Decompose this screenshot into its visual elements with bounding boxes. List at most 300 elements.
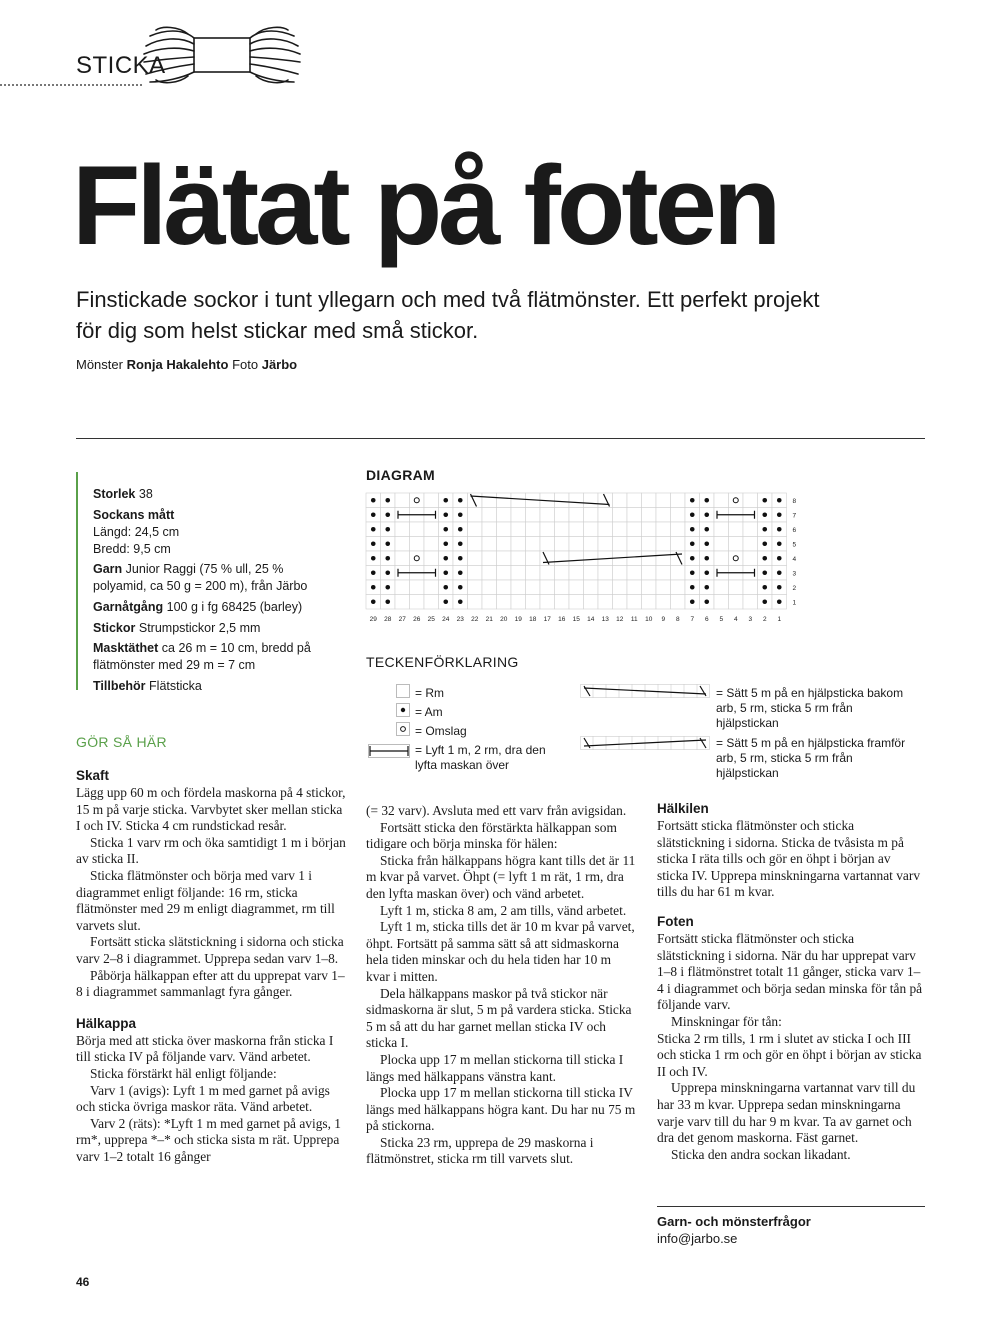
purl-dot — [443, 527, 448, 532]
paragraph: Varv 1 (avigs): Lyft 1 m med garnet på avigs och sticka övriga maskor räta. Vänd arbetet. — [76, 1082, 330, 1115]
chart-cell — [656, 566, 671, 581]
chart-cell — [526, 595, 541, 610]
chart-cell — [569, 493, 584, 508]
chart-cell — [482, 537, 497, 552]
divider — [76, 438, 925, 439]
instructions-heading: GÖR SÅ HÄR — [76, 734, 167, 750]
chart-cell — [714, 493, 729, 508]
row-label: 8 — [792, 497, 797, 505]
purl-dot — [704, 498, 709, 503]
purl-dot — [704, 599, 709, 604]
row-label: 2 — [792, 584, 797, 592]
purl-dot — [385, 599, 390, 604]
purl-dot — [385, 585, 390, 590]
paragraph: Lyft 1 m, sticka tills det är 10 m kvar på varvet, öhpt. Fortsätt på samma sätt så att sidmaskorna hela tiden minskar och du hela tiden har 10 m kvar i mitten. — [366, 919, 635, 984]
chart-cell — [642, 537, 657, 552]
chart-cell — [424, 580, 439, 595]
chart-cell — [497, 522, 512, 537]
column-label: 27 — [398, 616, 406, 623]
paragraph: Varv 2 (räts): *Lyft 1 m med garnet på avigs, 1 rm*, upprepa *–* och sticka sista m rät. Upprepa varv 1–2 totalt 16 gånger — [76, 1115, 342, 1164]
paragraph: Upprepa minskningarna vartannat varv till du har 33 m kvar. Upprepa sedan minskningarna varje varv till du har 9 m kvar. Ta av garnet och dra det genom maskorna. Fäst garnet. — [657, 1080, 916, 1146]
chart-cell — [424, 551, 439, 566]
chart-cell — [584, 566, 599, 581]
yarn-amount-label: Garnåtgång — [93, 600, 164, 614]
photo-credit: Järbo — [261, 357, 298, 372]
chart-cell — [642, 566, 657, 581]
chart-cell — [540, 508, 555, 523]
purl-dot — [458, 512, 463, 517]
column-label: 14 — [587, 616, 595, 623]
chart-cell — [729, 580, 744, 595]
purl-dot — [777, 570, 782, 575]
chart-cell — [743, 537, 758, 552]
header-rule — [0, 84, 142, 86]
chart-cell — [497, 551, 512, 566]
paragraph: Sticka 23 rm, upprepa de 29 maskorna i flätmönstret, sticka rm till varvets slut. — [366, 1134, 594, 1167]
purl-dot — [371, 512, 376, 517]
chart-cell — [410, 537, 425, 552]
chart-cell — [743, 551, 758, 566]
paragraph: Fortsätt sticka slätstickning i sidorna och sticka varv 2–8 i diagrammet. Upprepa sedan varv 1–8. — [76, 934, 344, 966]
purl-dot — [371, 498, 376, 503]
column-3 — [657, 800, 925, 1163]
section-heading-foten: Foten — [657, 913, 694, 929]
column-label: 10 — [645, 616, 653, 623]
row-label: 5 — [792, 541, 797, 549]
chart-cell — [598, 508, 613, 523]
chart-cell — [627, 508, 642, 523]
column-label: 19 — [514, 616, 522, 623]
info-yarn-amount — [93, 599, 338, 616]
purl-dot — [762, 498, 767, 503]
purl-dot — [704, 556, 709, 561]
row-label: 7 — [792, 512, 797, 520]
chart-cell — [511, 595, 526, 610]
size-value: 38 — [138, 487, 153, 501]
chart-cell — [540, 595, 555, 610]
contact-heading: Garn- och mönsterfrågor — [657, 1214, 811, 1229]
gauge-label: Masktäthet — [93, 641, 159, 655]
chart-cell — [743, 493, 758, 508]
chart-cell — [468, 580, 483, 595]
chart-cell — [714, 522, 729, 537]
purl-dot — [458, 556, 463, 561]
purl-dot — [704, 585, 709, 590]
chart-cell — [468, 595, 483, 610]
chart-cell — [598, 522, 613, 537]
purl-dot — [777, 599, 782, 604]
cable-back-symbol-icon — [580, 684, 710, 698]
chart-cell — [482, 493, 497, 508]
yarn-label: Garn — [93, 562, 123, 576]
yarn-skein-icon — [142, 24, 302, 86]
chart-cell — [656, 537, 671, 552]
chart-cell — [526, 537, 541, 552]
chart-cell — [584, 493, 599, 508]
chart-cell — [627, 595, 642, 610]
page-title: Flätat på foten — [72, 143, 778, 268]
section-label: STICKA — [76, 52, 166, 79]
paragraph: (= 32 varv). Avsluta med ett varv från avigsidan. — [366, 803, 627, 818]
chart-cell — [569, 508, 584, 523]
chart-cell — [743, 595, 758, 610]
legend-am: = Am — [415, 705, 443, 719]
chart-cell — [743, 580, 758, 595]
paragraph: Börja med att sticka över maskorna från sticka I till sticka IV på följande varv. Vänd arbetet. — [76, 1032, 334, 1065]
chart-cell — [395, 580, 410, 595]
diagram-title: DIAGRAM — [366, 467, 435, 483]
column-label: 13 — [601, 616, 609, 623]
chart-cell — [584, 522, 599, 537]
purl-dot — [371, 556, 376, 561]
chart-cell — [642, 595, 657, 610]
chart-cell — [395, 522, 410, 537]
chart-cell — [468, 537, 483, 552]
chart-cell — [511, 537, 526, 552]
chart-cell — [526, 566, 541, 581]
column-1 — [76, 767, 346, 1165]
column-label: 7 — [690, 616, 695, 623]
omslag-symbol-icon — [397, 723, 410, 736]
chart-cell — [656, 551, 671, 566]
lead-paragraph: Finstickade sockor i tunt yllegarn och med två flätmönster. Ett perfekt projekt för dig som helst stickar med små stickor. — [76, 287, 820, 343]
purl-dot — [385, 512, 390, 517]
chart-cell — [555, 522, 570, 537]
chart-cell — [555, 537, 570, 552]
column-label: 26 — [413, 616, 421, 623]
chart-cell — [729, 551, 744, 566]
chart-cell — [526, 522, 541, 537]
column-label: 20 — [500, 616, 508, 623]
paragraph: Plocka upp 17 m mellan stickorna till sticka IV längs med hälkappans högra kant. Du har nu 75 m på stickorna. — [366, 1085, 636, 1134]
chart-cell — [584, 580, 599, 595]
knitting-chart — [364, 490, 804, 630]
purl-dot — [443, 512, 448, 517]
purl-dot — [690, 512, 695, 517]
purl-dot — [371, 527, 376, 532]
chart-cell — [743, 522, 758, 537]
rm-symbol-icon — [397, 685, 410, 698]
row-label: 1 — [792, 599, 797, 607]
purl-dot — [777, 512, 782, 517]
chart-cell — [598, 580, 613, 595]
section-heading-halkappa: Hälkappa — [76, 1015, 137, 1031]
column-label: 5 — [719, 616, 724, 623]
purl-dot — [443, 541, 448, 546]
column-label: 24 — [442, 616, 450, 623]
info-measurements — [93, 507, 338, 558]
chart-cell — [598, 537, 613, 552]
chart-cell — [584, 537, 599, 552]
chart-cell — [424, 493, 439, 508]
chart-cell — [497, 580, 512, 595]
chart-cell — [555, 508, 570, 523]
contact-divider — [657, 1206, 925, 1207]
chart-cell — [569, 595, 584, 610]
purl-dot — [458, 541, 463, 546]
column-label: 17 — [543, 616, 551, 623]
column-label: 28 — [384, 616, 392, 623]
chart-cell — [671, 522, 686, 537]
chart-cell — [627, 537, 642, 552]
chart-cell — [497, 508, 512, 523]
chart-cell — [627, 493, 642, 508]
column-label: 23 — [456, 616, 464, 623]
chart-cell — [671, 508, 686, 523]
chart-cell — [511, 580, 526, 595]
chart-cell — [598, 493, 613, 508]
purl-dot — [762, 556, 767, 561]
chart-cell — [511, 508, 526, 523]
chart-cell — [729, 595, 744, 610]
chart-cell — [714, 580, 729, 595]
chart-cell — [497, 537, 512, 552]
chart-cell — [482, 508, 497, 523]
pattern-label: Mönster — [76, 357, 123, 372]
photo-label: Foto — [232, 357, 259, 372]
purl-dot — [371, 599, 376, 604]
chart-cell — [642, 493, 657, 508]
paragraph: Lyft 1 m, sticka 8 am, 2 am tills, vänd arbetet. — [380, 902, 627, 918]
legend-lyft: = Lyft 1 m, 2 rm, dra den lyfta maskan över — [415, 743, 546, 772]
purl-dot — [777, 541, 782, 546]
chart-cell — [468, 566, 483, 581]
column-label: 21 — [485, 616, 493, 623]
row-label: 4 — [792, 555, 797, 563]
purl-dot — [385, 570, 390, 575]
chart-cell — [410, 493, 425, 508]
chart-cell — [569, 566, 584, 581]
chart-cell — [540, 551, 555, 566]
chart-cell — [656, 493, 671, 508]
chart-cell — [526, 580, 541, 595]
chart-cell — [555, 566, 570, 581]
paragraph: Påbörja hälkappan efter att du upprepat varv 1–8 i diagrammet sammanlagt fyra gånger. — [76, 967, 345, 1000]
purl-dot — [704, 512, 709, 517]
column-label: 12 — [616, 616, 624, 623]
chart-cell — [497, 595, 512, 610]
chart-cell — [555, 595, 570, 610]
chart-cell — [671, 537, 686, 552]
purl-dot — [777, 585, 782, 590]
chart-cell — [584, 508, 599, 523]
chart-cell — [642, 522, 657, 537]
chart-cell — [613, 522, 628, 537]
chart-cell — [642, 508, 657, 523]
chart-cell — [642, 580, 657, 595]
chart-cell — [613, 508, 628, 523]
column-label: 1 — [777, 616, 782, 623]
chart-cell — [598, 566, 613, 581]
purl-dot — [458, 585, 463, 590]
chart-cell — [729, 522, 744, 537]
chart-cell — [410, 522, 425, 537]
legend-rm: = Rm — [415, 686, 445, 700]
chart-cell — [468, 508, 483, 523]
chart-cell — [511, 566, 526, 581]
purl-dot — [690, 599, 695, 604]
purl-dot — [777, 527, 782, 532]
chart-cell — [613, 595, 628, 610]
chart-cell — [540, 566, 555, 581]
chart-cell — [569, 522, 584, 537]
info-size — [93, 486, 338, 503]
chart-cell — [468, 551, 483, 566]
chart-cell — [540, 580, 555, 595]
purl-dot — [762, 585, 767, 590]
purl-dot — [458, 570, 463, 575]
chart-cell — [497, 566, 512, 581]
purl-dot — [704, 570, 709, 575]
yarn-amount-value: 100 g i fg 68425 (barley) — [166, 600, 303, 614]
chart-cell — [584, 595, 599, 610]
paragraph: Sticka flätmönster och börja med varv 1 i diagrammet enligt följande: 16 rm, sticka flätmönster med 29 m enligt diagrammet, rm till varvets slut. — [76, 867, 335, 933]
column-label: 3 — [748, 616, 753, 623]
purl-dot — [762, 527, 767, 532]
accessories-value: Flätsticka — [149, 679, 202, 693]
purl-dot — [762, 512, 767, 517]
chart-cell — [714, 537, 729, 552]
chart-cell — [613, 580, 628, 595]
column-label: 29 — [369, 616, 377, 623]
chart-cell — [468, 522, 483, 537]
chart-cell — [482, 566, 497, 581]
yarn-value: Junior Raggi (75 % ull, 25 % polyamid, ca 50 g = 200 m), från Järbo — [93, 562, 308, 593]
section-heading-skaft: Skaft — [76, 768, 110, 783]
chart-cell — [526, 508, 541, 523]
column-label: 6 — [704, 616, 709, 623]
chart-cell — [656, 580, 671, 595]
row-label: 3 — [792, 570, 797, 578]
purl-dot — [690, 541, 695, 546]
legend-symbols — [396, 684, 410, 776]
purl-dot — [762, 570, 767, 575]
chart-cell — [598, 595, 613, 610]
chart-cell — [482, 580, 497, 595]
chart-cell — [627, 580, 642, 595]
needles-value: Strumpstickor 2,5 mm — [138, 621, 261, 635]
legend-cable-back: = Sätt 5 m på en hjälpsticka bakom arb, 5 rm, sticka 5 rm från hjälpstickan — [716, 686, 904, 730]
chart-cell — [468, 493, 483, 508]
purl-dot — [458, 498, 463, 503]
chart-cell — [714, 595, 729, 610]
chart-cell — [555, 580, 570, 595]
info-accent-bar — [76, 472, 78, 690]
paragraph: Fortsätt sticka flätmönster och sticka slätstickning i sidorna. Sticka de tvåsista m på sticka I räta tills och gör en öhpt i början av sticka IV. Upprepa minskningarna vartannat varv tills du har 61 m kvar. — [657, 818, 921, 900]
section-heading-halkilen: Hälkilen — [657, 801, 709, 816]
chart-cell — [627, 566, 642, 581]
length-value: Längd: 24,5 cm — [93, 525, 180, 539]
column-label: 4 — [733, 616, 738, 623]
chart-cell — [627, 522, 642, 537]
chart-cell — [656, 522, 671, 537]
paragraph: Sticka från hälkappans högra kant tills det är 11 m kvar på varvet. Öhpt (= lyft 1 m rät, 1 rm, dra den lyfta maskan över) och vänd arbetet. — [366, 852, 636, 901]
chart-cell — [714, 551, 729, 566]
purl-dot — [385, 527, 390, 532]
chart-cell — [482, 595, 497, 610]
paragraph: Fortsätt sticka den förstärkta hälkappan som tidigare och börja minska för hälen: — [366, 819, 617, 852]
chart-cell — [540, 522, 555, 537]
contact-email: info@jarbo.se — [657, 1231, 738, 1246]
chart-cell — [613, 493, 628, 508]
purl-dot — [690, 570, 695, 575]
gauge-value: ca 26 m = 10 cm, bredd på flätmönster med 29 m = 7 cm — [93, 641, 311, 672]
chart-cell — [569, 551, 584, 566]
purl-dot — [443, 498, 448, 503]
chart-cell — [569, 580, 584, 595]
column-label: 25 — [427, 616, 435, 623]
row-label: 6 — [792, 526, 797, 534]
purl-dot — [443, 585, 448, 590]
chart-cell — [555, 551, 570, 566]
chart-cell — [395, 595, 410, 610]
paragraph: Lägg upp 60 m och fördela maskorna på 4 stickor, 15 m på varje sticka. Varvbytet sker mellan sticka I och IV. Sticka 4 cm rundstickad resår. — [76, 785, 346, 834]
column-label: 8 — [675, 616, 680, 623]
purl-dot — [704, 527, 709, 532]
chart-cell — [497, 493, 512, 508]
paragraph: Sticka 1 varv rm och öka samtidigt 1 m i början av sticka II. — [76, 834, 346, 867]
paragraph: Minskningar för tån: — [671, 1013, 782, 1029]
chart-cell — [511, 551, 526, 566]
column-label: 18 — [529, 616, 537, 623]
chart-cell — [627, 551, 642, 566]
purl-dot — [762, 599, 767, 604]
paragraph: Sticka den andra sockan likadant. — [671, 1146, 851, 1162]
purl-dot — [777, 556, 782, 561]
chart-cell — [482, 551, 497, 566]
chart-cell — [584, 551, 599, 566]
lift-symbol-icon — [368, 744, 410, 758]
info-yarn — [93, 561, 338, 595]
chart-cell — [482, 522, 497, 537]
chart-cell — [555, 493, 570, 508]
column-label: 9 — [661, 616, 666, 623]
column-label: 16 — [558, 616, 566, 623]
chart-cell — [395, 493, 410, 508]
chart-cell — [511, 522, 526, 537]
chart-cell — [424, 522, 439, 537]
info-needles — [93, 620, 338, 637]
purl-dot — [385, 556, 390, 561]
column-label: 2 — [762, 616, 767, 623]
chart-cell — [729, 493, 744, 508]
paragraph: Fortsätt sticka flätmönster och sticka slätstickning i sidorna. När du har upprepat varv 1–8 i flätmönstret totalt 11 gånger, sticka varv 1–4 i diagrammet och börja sedan minska för tån på följande varv. — [657, 930, 923, 1013]
info-accessories — [93, 678, 338, 695]
purl-dot — [458, 599, 463, 604]
purl-dot — [385, 498, 390, 503]
accessories-label: Tillbehör — [93, 679, 146, 693]
chart-cell — [569, 537, 584, 552]
width-value: Bredd: 9,5 cm — [93, 542, 171, 556]
chart-cell — [671, 595, 686, 610]
purl-dot — [690, 527, 695, 532]
chart-cell — [410, 580, 425, 595]
chart-cell — [395, 551, 410, 566]
measurements-label: Sockans mått — [93, 508, 175, 522]
paragraph: Sticka förstärkt häl enligt följande: — [90, 1065, 277, 1081]
needles-label: Stickor — [93, 621, 136, 635]
paragraph: Dela hälkappans maskor på två stickor när sidmaskorna är slut, 5 m på vardera sticka. Sticka 5 m så att du har garnet mellan sticka IV och sticka I. — [366, 985, 632, 1051]
chart-cell — [671, 493, 686, 508]
chart-cell — [656, 595, 671, 610]
legend-cable-front: = Sätt 5 m på en hjälpsticka framför arb, 5 rm, sticka 5 rm från hjälpstickan — [716, 736, 906, 780]
chart-cell — [410, 595, 425, 610]
purl-dot — [690, 498, 695, 503]
paragraph: Sticka 2 rm tills, 1 rm i slutet av sticka I och III och sticka 1 rm och gör en öhpt i början av sticka II och IV. — [657, 1030, 922, 1079]
legend-omslag: = Omslag — [415, 724, 467, 738]
chart-cell — [424, 537, 439, 552]
purl-dot — [777, 498, 782, 503]
